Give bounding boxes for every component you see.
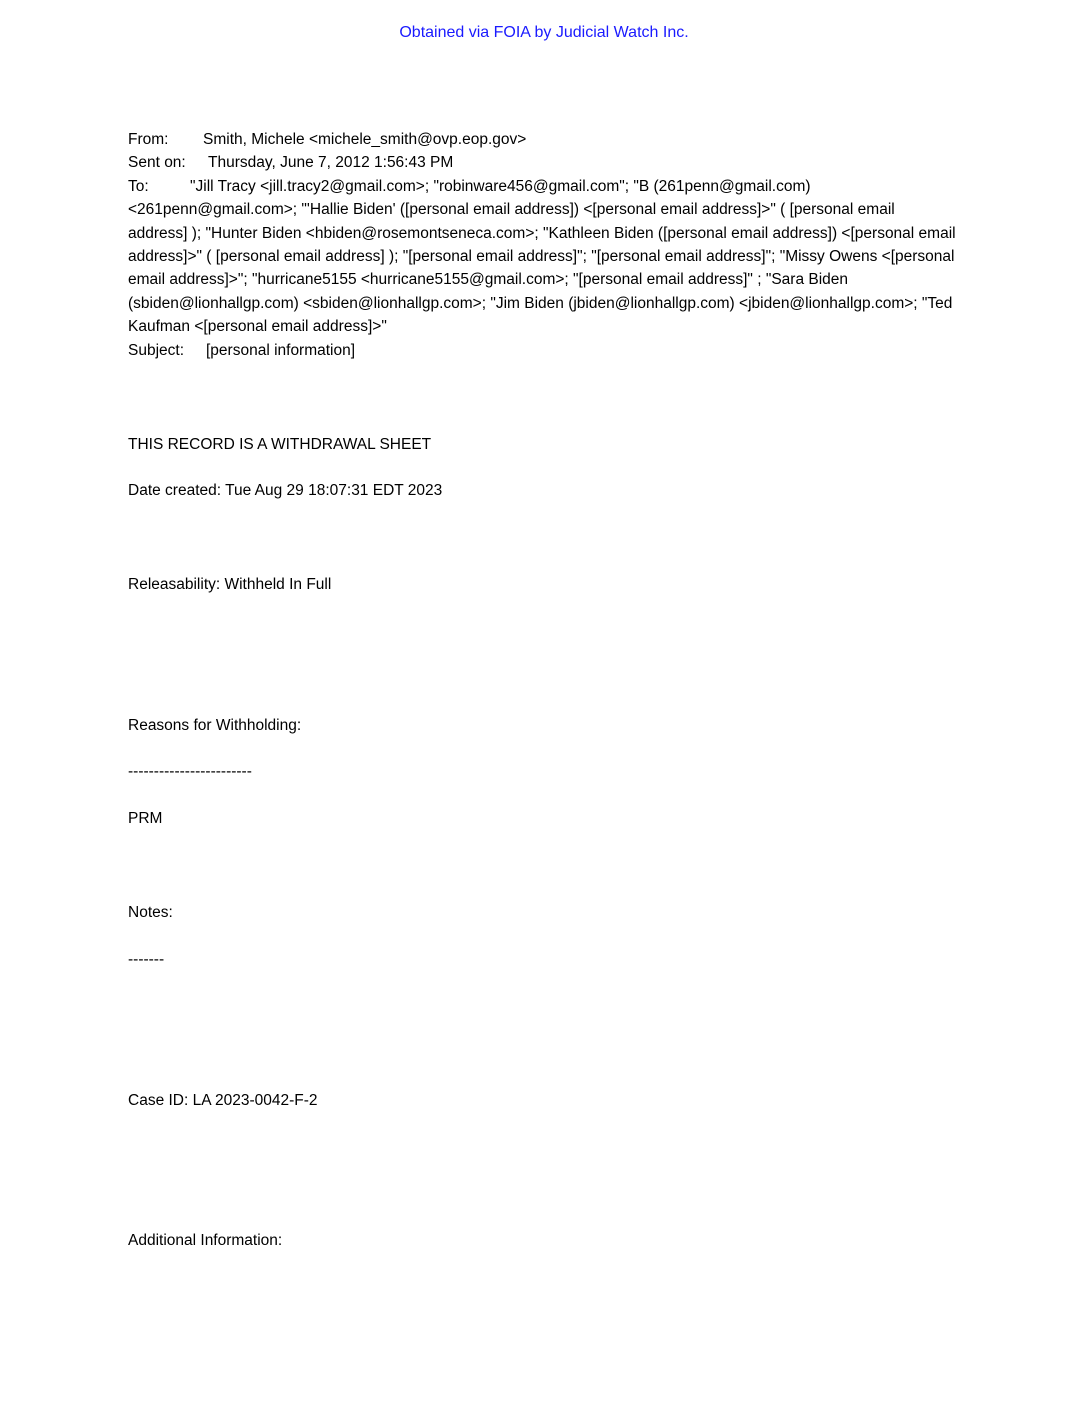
from-label: From: xyxy=(128,131,169,148)
withdrawal-heading: THIS RECORD IS A WITHDRAWAL SHEET xyxy=(128,436,432,453)
to-row xyxy=(128,175,958,339)
from-row xyxy=(128,128,958,151)
additional-info-label: Additional Information: xyxy=(128,1232,283,1249)
notes-label: Notes: xyxy=(128,904,173,921)
case-id: Case ID: LA 2023-0042-F-2 xyxy=(128,1092,318,1109)
email-header xyxy=(128,128,958,362)
to-label: To: xyxy=(128,177,149,195)
reasons-value: PRM xyxy=(128,810,163,827)
date-created: Date created: Tue Aug 29 18:07:31 EDT 2023 xyxy=(128,482,443,499)
sent-value: Thursday, June 7, 2012 1:56:43 PM xyxy=(208,154,454,172)
to-value: "Jill Tracy <jill.tracy2@gmail.com>; "robinware456@gmail.com"; "B (261penn@gmail.com) <261penn@gmail.com>; "'Hallie Biden' ([personal email address]) <[personal email address]>" ( [personal email address] ); "Hunter Biden <hbiden@rosemontseneca.com>; "Kathleen Biden ([personal email address]) <[personal email address]>" ( [personal email address] ); "[personal email address]"; "[personal email address]"; "Missy Owens <[personal email address]>"; "hurricane5155 <hurricane5155@gmail.com>; "[personal email address]" ; "Sara Biden (sbiden@lionhallgp.com) <sbiden@lionhallgp.com>; "Jim Biden (jbiden@lionhallgp.com) <jbiden@lionhallgp.com>; "Ted Kaufman <[personal email address]>" xyxy=(128,177,956,336)
releasability: Releasability: Withheld In Full xyxy=(128,576,332,593)
sent-row xyxy=(128,151,958,174)
from-value: Smith, Michele <michele_smith@ovp.eop.gov> xyxy=(203,131,527,148)
foia-banner: Obtained via FOIA by Judicial Watch Inc. xyxy=(399,24,689,41)
sent-label: Sent on: xyxy=(128,154,186,172)
subject-value: [personal information] xyxy=(206,341,356,359)
subject-row xyxy=(128,339,958,362)
subject-label: Subject: xyxy=(128,341,185,359)
reasons-label: Reasons for Withholding: xyxy=(128,717,302,734)
notes-divider: ------- xyxy=(128,951,165,968)
reasons-divider: ------------------------ xyxy=(128,763,252,780)
